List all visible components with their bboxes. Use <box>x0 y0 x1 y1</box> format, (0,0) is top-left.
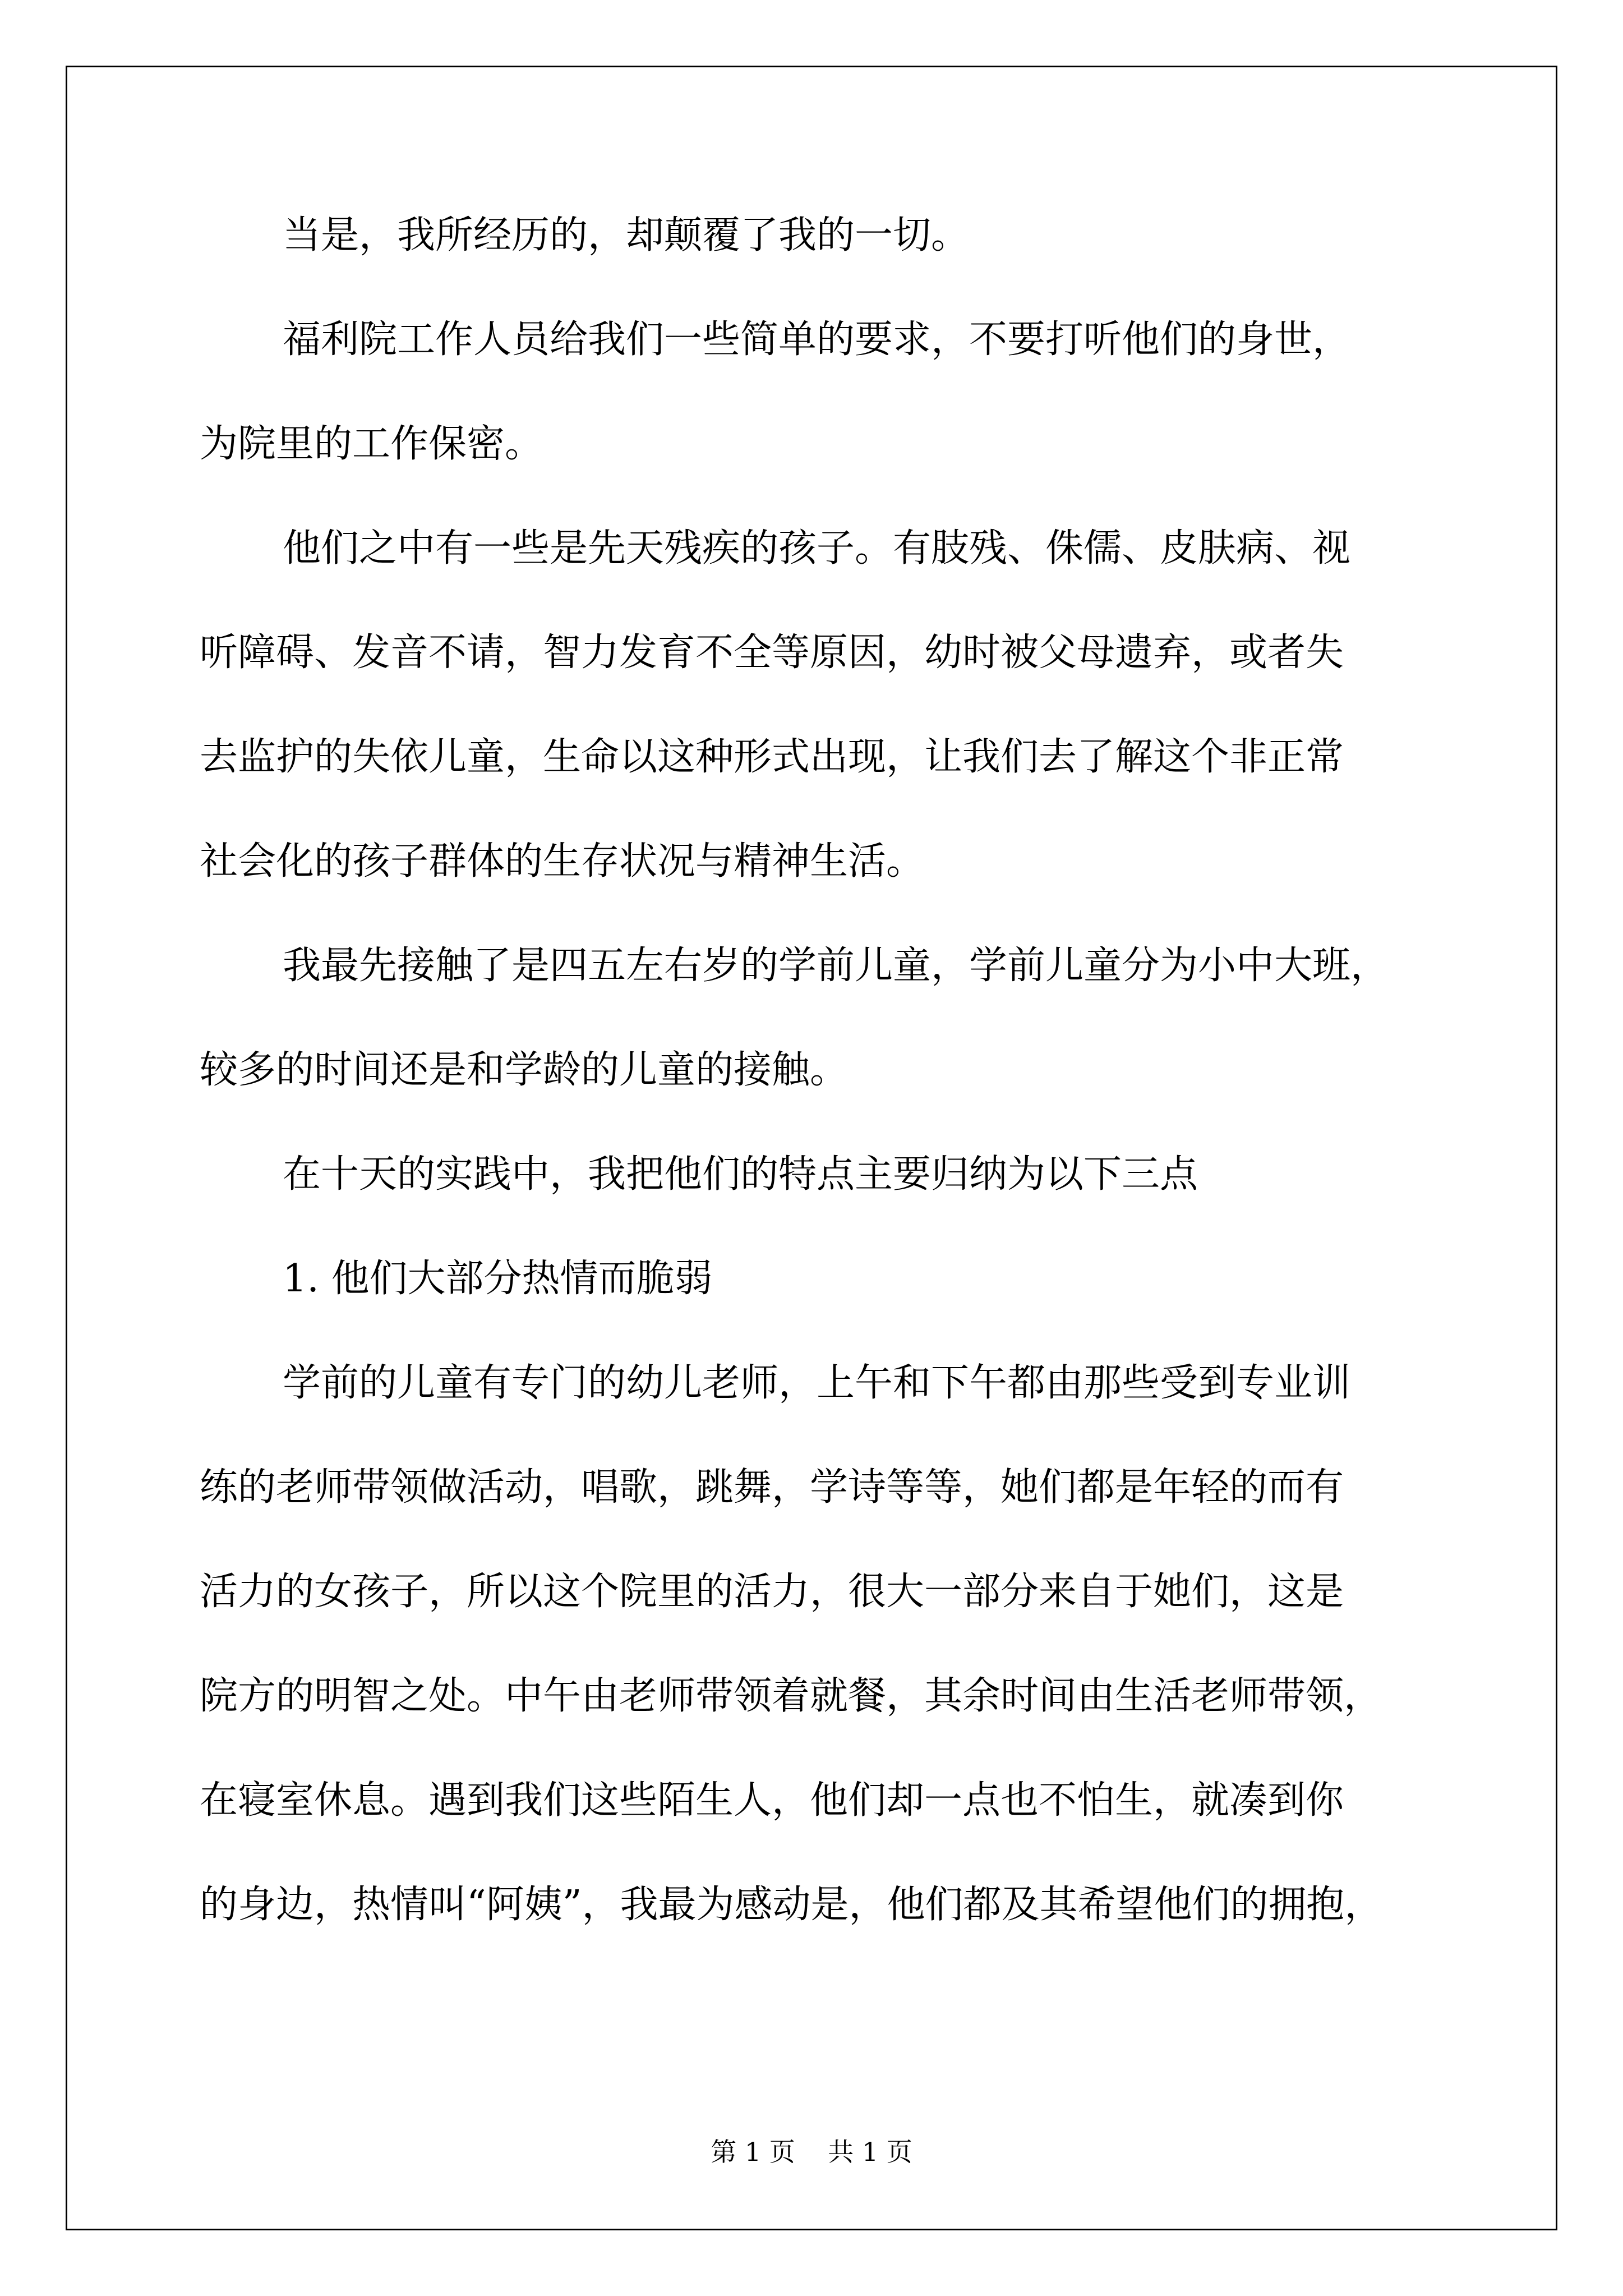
text-line: 在寝室休息。遇到我们这些陌生人，他们却一点也不怕生，就凑到你 <box>200 1778 1344 1823</box>
text-line: 我最先接触了是四五左右岁的学前儿童，学前儿童分为小中大班， <box>283 944 1389 988</box>
list-heading: 1. 他们大部分热情而脆弱 <box>283 1257 713 1301</box>
text-line: 的身边，热情叫“阿姨”，我最为感动是，他们都及其希望他们的拥抱， <box>200 1883 1383 1927</box>
text-line: 福利院工作人员给我们一些简单的要求，不要打听他们的身世， <box>283 318 1351 362</box>
text-line: 去监护的失依儿童，生命以这种形式出现，让我们去了解这个非正常 <box>200 735 1344 779</box>
text-line: 学前的儿童有专门的幼儿老师，上午和下午都由那些受到专业训 <box>283 1361 1351 1405</box>
text-line: 在十天的实践中，我把他们的特点主要归纳为以下三点 <box>283 1152 1198 1197</box>
text-line: 练的老师带领做活动，唱歌，跳舞，学诗等等，她们都是年轻的而有 <box>200 1465 1344 1510</box>
page-number-footer: 第 1 页 共 1 页 <box>711 2137 912 2167</box>
text-line: 活力的女孩子，所以这个院里的活力，很大一部分来自于她们，这是 <box>200 1570 1344 1614</box>
text-line: 听障碍、发音不请，智力发育不全等原因，幼时被父母遗弃，或者失 <box>200 631 1344 675</box>
text-line: 社会化的孩子群体的生存状况与精神生活。 <box>200 839 925 884</box>
text-line: 较多的时间还是和学龄的儿童的接触。 <box>200 1048 849 1092</box>
text-line: 院方的明智之处。中午由老师带领着就餐，其余时间由生活老师带领， <box>200 1674 1382 1718</box>
text-line: 为院里的工作保密。 <box>200 422 543 466</box>
text-line: 当是，我所经历的，却颠覆了我的一切。 <box>283 213 970 257</box>
text-line: 他们之中有一些是先天残疾的孩子。有肢残、侏儒、皮肤病、视 <box>283 526 1351 570</box>
